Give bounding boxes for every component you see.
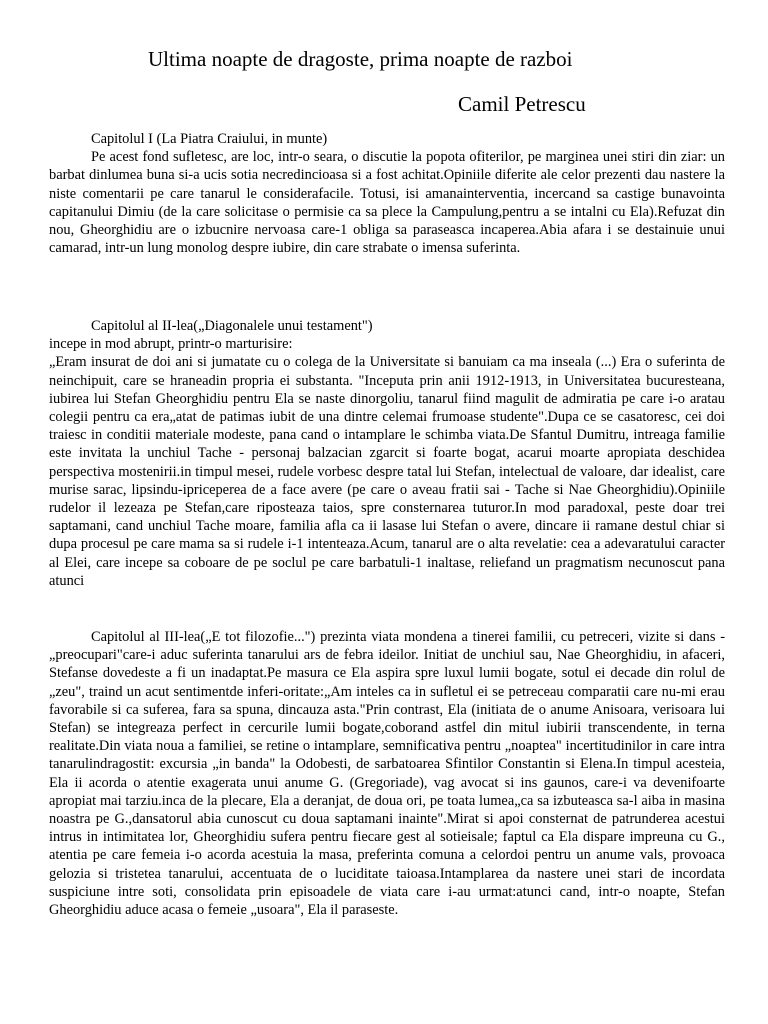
- chapter-2-heading: Capitolul al II-lea(„Diagonalele unui testament"): [91, 318, 373, 334]
- chapter-1-body: Pe acest fond sufletesc, are loc, intr-o seara, o discutie la popota ofiterilor, pe marginea unei stiri din ziar: un barbat dinlumea buna si-a ucis sotia necredincioasa si a fost achitat.Opiniile diferite ale celor prezenti dau nastere la niste comentarii pe care tanarul le considerafacile. Totusi, isi amanainterventia, incercand sa castige bunavointa capitanului Dimiu (de la care solicitase o permisie ca sa plece la Campulung,pentru a se intalni cu Ela).Refuzat din nou, Gheorghidiu are o izbucnire nervoasa care-1 obliga sa paraseasca incaperea.Abia afara i se destainuie unui camarad, intr-un lung monolog despre iubire, din care strabate o imensa suferinta.: [49, 149, 725, 257]
- chapter-1: [49, 130, 725, 257]
- chapter-2-body: „Eram insurat de doi ani si jumatate cu o colega de la Universitate si banuiam ca ma inseala (...) Era o suferinta de neinchipuit, care se hraneadin propria ei substanta. "Inceputa prin anii 1912-1913, in Universitatea bucuresteana, iubirea lui Stefan Gheorghidiu pentru Ela se naste dinorgoliu, tanarul fiind magulit de admiratia pe care i-o aratau colegii pentru ca era„atat de patimas iubit de una dintre celemai frumoase studente".Dupa ce se casatoresc, cei doi traiesc in conditii materiale modeste, pana cand o intamplare le schimba viata.De Sfantul Dumitru, intreaga familie este invitata la unchiul Tache - personaj balzacian zgarcit si foarte bogat, acarui moarte apropiata deschidea perspectiva mostenirii.in timpul mesei, rudele vorbesc despre tatal lui Stefan, intelectual de valoare, dar idealist, care murise sarac, lipsindu-ipriceperea de a face avere (pe care o aveau fratii sai - Tache si Nae Gheorghidiu).Opiniile rudelor il lezeaza pe Stefan,care riposteaza taios, spre consternarea tuturor.In mod paradoxal, peste doar trei saptamani, cand unchiul Tache moare, familia afla ca ii lasase lui Stefan o avere, dincare ii ramane destul chiar si dupa procesul pe care mama sa si rudele i-1 intenteaza.Acum, tanarul are o alta revelatie: cea a adevaratului caracter al Elei, care incepe sa coboare de pe soclul pe care barbatuli-1 inaltase, reliefand un pragmatism necunoscut pana atunci: [49, 354, 725, 589]
- chapter-3: [49, 628, 725, 919]
- chapter-3-body: Capitolul al III-lea(„E tot filozofie...") prezinta viata mondena a tinerei familii, cu petreceri, vizite si dans -„preocupari"care-i aduc suferinta tanarului ars de febra ideilor. Initiat de unchiul sau, Nae Gheorghidiu, in afaceri, Stefanse dovedeste a fi un inadaptat.Pe masura ce Ela aspira spre luxul lumii bogate, sotul ei decade din rolul de „zeu", traind un acut sentimentde inferi-oritate:„Am inteles ca in sufletul ei se petreceau comparatii care nu-mi erau favorabile si ca suferea, fara sa spuna, dincauza asta."Prin contrast, Ela (initiata de o anume Anisoara, verisoara lui Stefan) se integreaza perfect in cercurile lumii bogate,coborand astfel din mitul iubirii transcendente, in terna realitate.Din viata noua a familiei, se retine o intamplare, semnificativa pentru „noaptea" incertitudinilor in care intra tanarulindragostit: excursia „in banda" la Odobesti, de sarbatoarea Sfintilor Constantin si Elena.In timpul acesteia, Ela ii acorda o atentie exagerata unui anume G. (Gregoriade), vag avocat si ins gaunos, care-i va devenifoarte apropiat mai tarziu.inca de la plecare, Ela a deranjat, de doua ori, pe toata lumea„ca sa izbuteasca sa-l aiba in masina noastra pe G.,dansatorul abia cunoscut cu doua saptamani inainte".Mirat si apoi consternat de patrunderea acestui intrus in intimitatea lor, Gheorghidiu sufera pentru fiecare gest al sotieisale; faptul ca Ela dispare impreuna cu G., atentia pe care femeia i-o acorda acestuia la masa, preferinta comuna a celordoi pentru un anume vals, provoaca gelozia si tristetea tanarului, accentuata de o luciditate taioasa.Intamplarea da nastere unei stari de incordata suspiciune intre soti, consolidata prin episoadele de viata care i-au urmat:atunci cand, intr-o noapte, Stefan Gheorghidiu aduce acasa o femeie „usoara", Ela il paraseste.: [49, 629, 725, 919]
- document-author: Camil Petrescu: [458, 92, 586, 116]
- chapter-1-heading: Capitolul I (La Piatra Craiului, in munte): [91, 131, 328, 147]
- document-title: Ultima noapte de dragoste, prima noapte de razboi: [148, 47, 573, 71]
- chapter-2-intro: incepe in mod abrupt, printr-o marturisire:: [49, 336, 293, 353]
- chapter-2: [49, 317, 725, 590]
